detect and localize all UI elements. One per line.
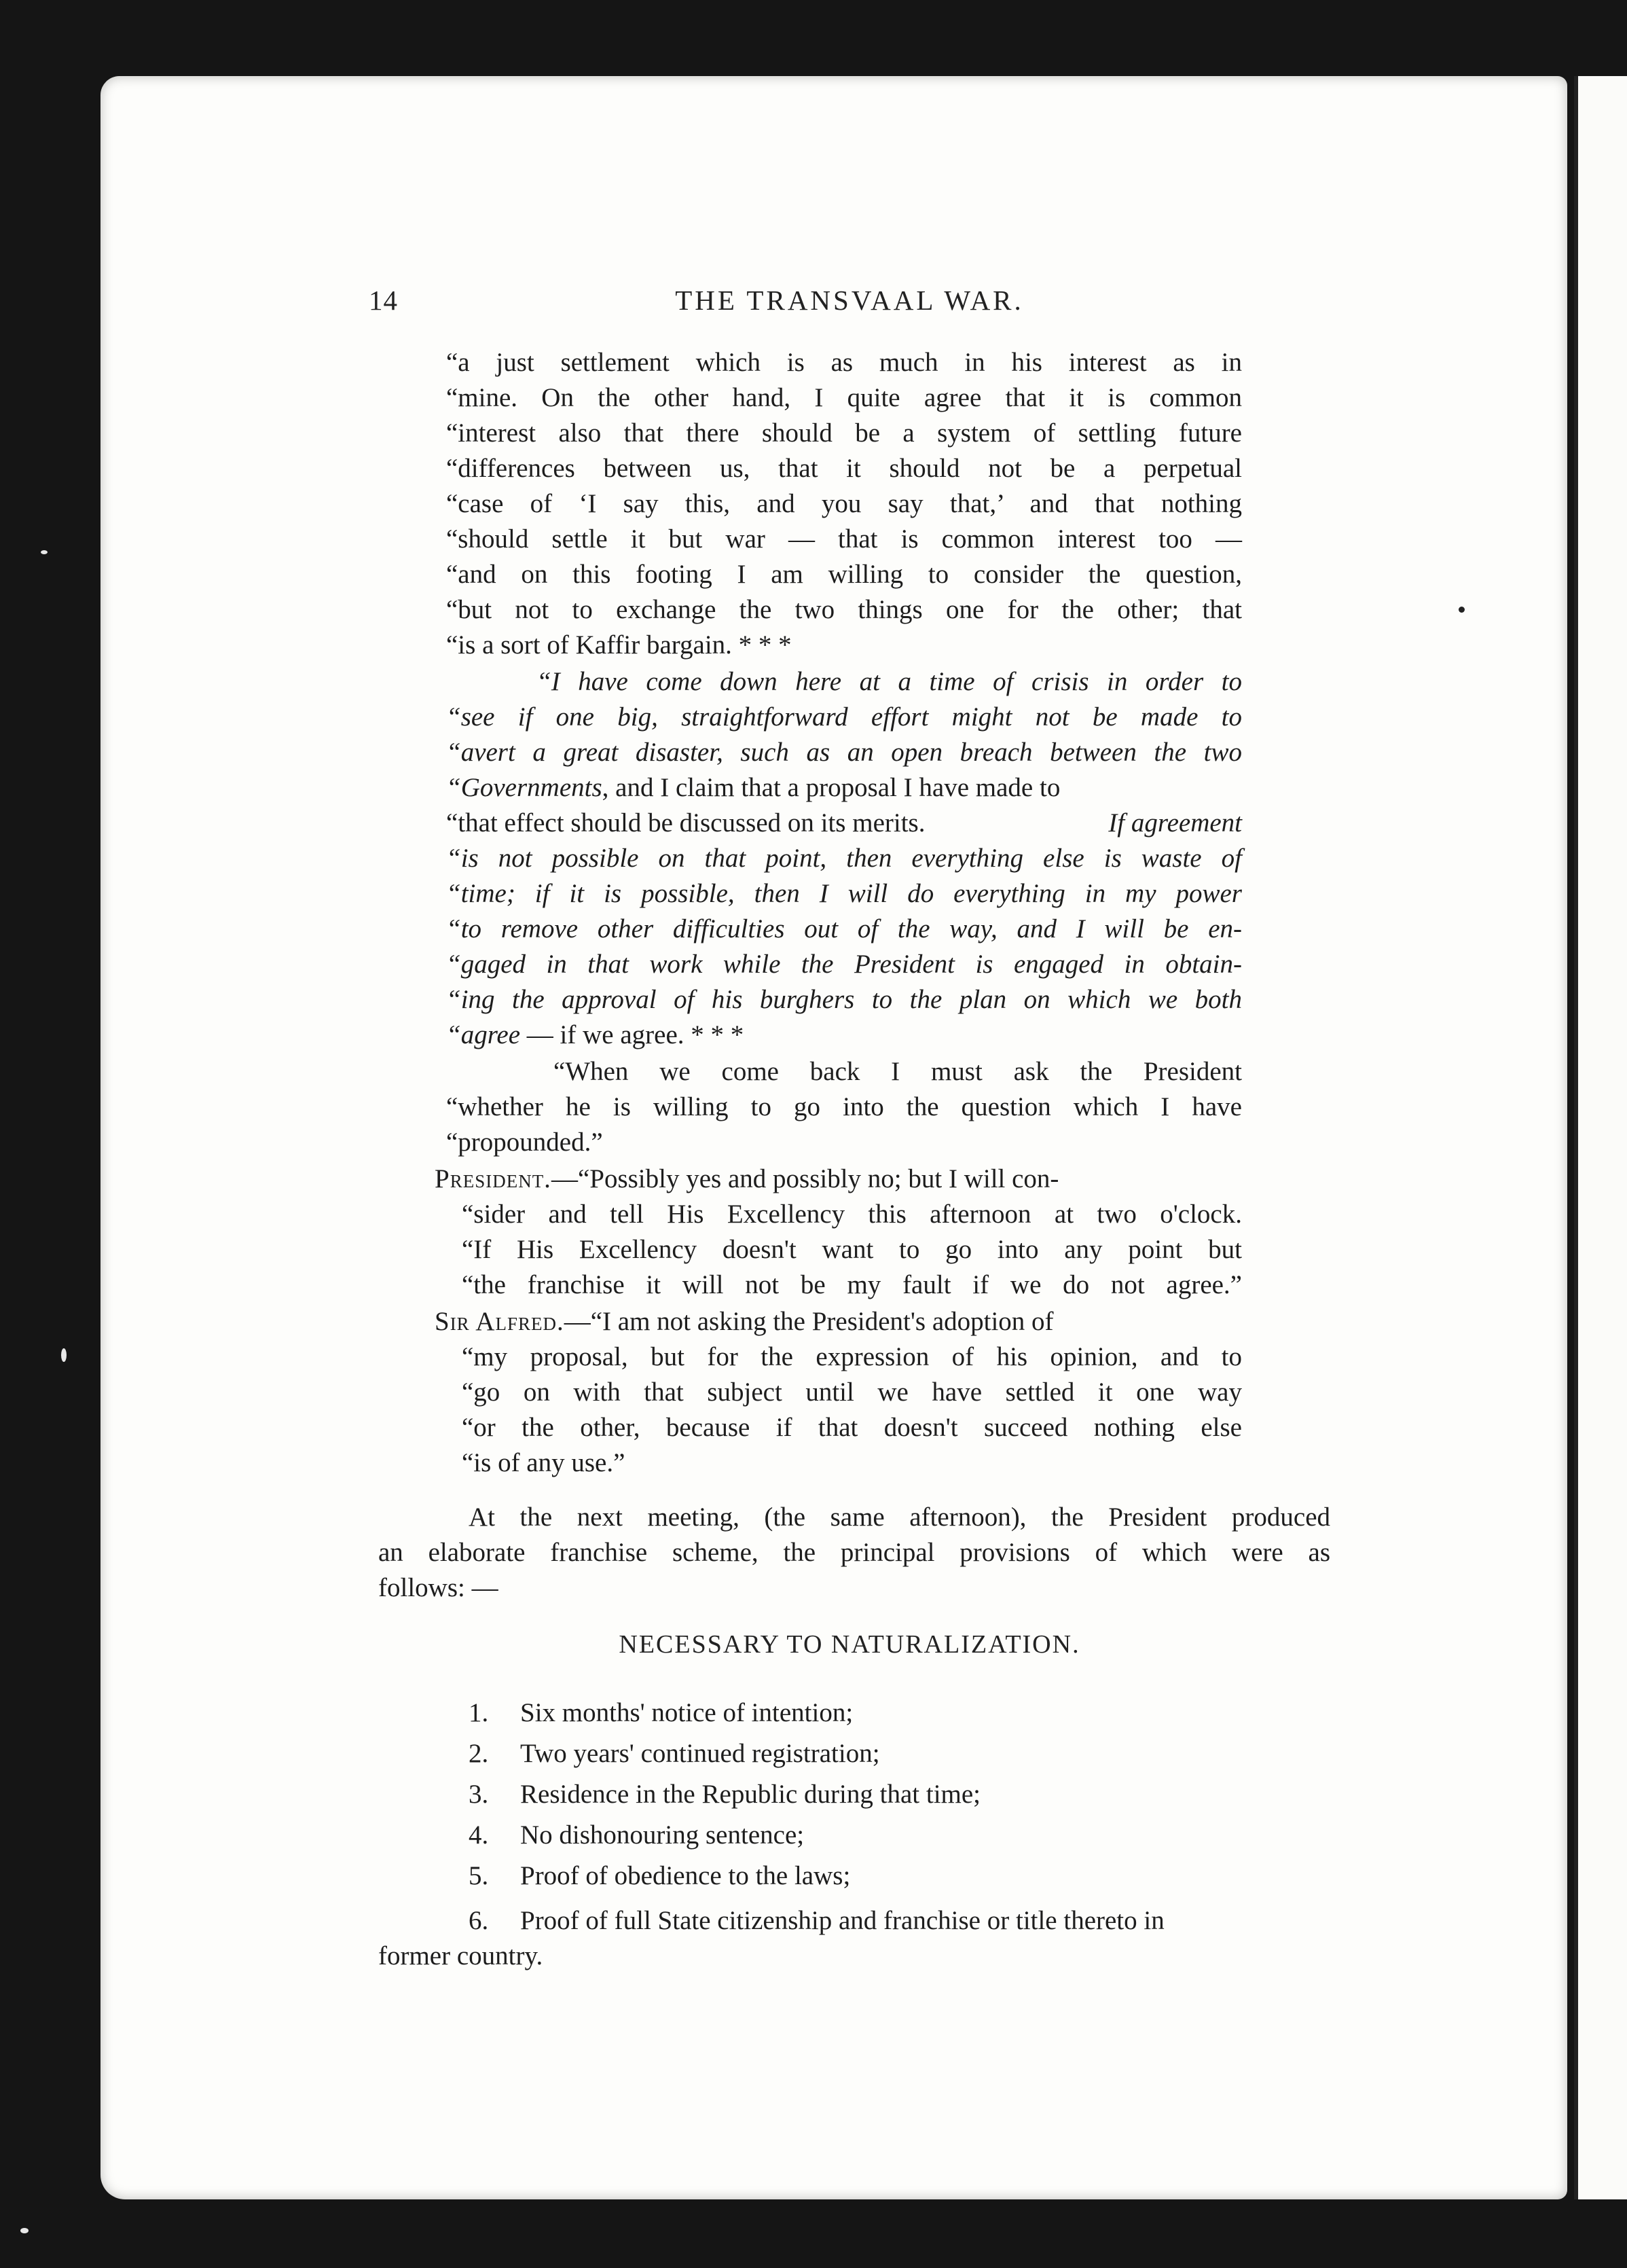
text-line: “is a sort of Kaffir bargain. * * * — [446, 630, 792, 660]
text-line: “should settle it but war — that is common interest too — — [446, 524, 1242, 554]
text-line: “avert a great disaster, such as an open breach between the two — [446, 738, 1242, 767]
text-line: “is of any use.” — [462, 1448, 625, 1477]
text-span: “that effect should be discussed on its merits. — [446, 808, 926, 838]
list-text: Six months' notice of intention; — [520, 1698, 854, 1727]
text-span: —“Possibly yes and possibly no; but I will con- — [551, 1164, 1059, 1193]
speaker-name: Sir Alfred. — [435, 1307, 564, 1336]
text-line: follows: — — [378, 1573, 498, 1602]
text-span: “Governments — [446, 773, 602, 802]
text-line: “ing the approval of his burghers to the plan on which we both — [446, 985, 1242, 1014]
list-item — [469, 1695, 853, 1731]
text-span: “agree — [446, 1020, 521, 1049]
scan-speck — [20, 2228, 29, 2233]
text-line: “but not to exchange the two things one for the other; that — [446, 595, 1242, 624]
text-line: “I have come down here at a time of crisis in order to — [536, 667, 1242, 696]
adjacent-page-edge — [1574, 76, 1627, 2199]
text-line: “or the other, because if that doesn't succeed nothing else — [462, 1413, 1242, 1442]
scan-speck — [61, 1348, 67, 1362]
page-number: 14 — [369, 285, 398, 316]
list-text: Residence in the Republic during that time; — [520, 1780, 981, 1809]
page-header — [369, 284, 1330, 325]
text-line: “propounded.” — [446, 1128, 603, 1157]
scan-speck — [41, 550, 48, 554]
text-line: “a just settlement which is as much in his interest as in — [446, 348, 1242, 377]
text-line: “go on with that subject until we have settled it one way — [462, 1378, 1242, 1407]
text-line: “differences between us, that it should not be a perpetual — [446, 454, 1242, 483]
list-text: Two years' continued registration; — [520, 1739, 880, 1768]
section-heading: NECESSARY TO NATURALIZATION. — [619, 1630, 1080, 1659]
text-line: “is not possible on that point, then everything else is waste of — [446, 844, 1242, 873]
text-line — [446, 806, 1242, 841]
text-line: “to remove other difficulties out of the way, and I will be en- — [446, 914, 1242, 943]
text-line: At the next meeting, (the same afternoon), the President produced — [469, 1502, 1330, 1532]
text-line: “If His Excellency doesn't want to go into any point but — [462, 1235, 1242, 1264]
list-text: No dishonouring sentence; — [520, 1820, 805, 1850]
text-line: former country. — [378, 1941, 543, 1970]
text-line: “and on this footing I am willing to consider the question, — [446, 560, 1242, 589]
text-line — [446, 1018, 744, 1053]
list-item — [469, 1736, 880, 1771]
list-number: 6. — [469, 1906, 489, 1935]
text-line: an elaborate franchise scheme, the principal provisions of which were as — [378, 1538, 1330, 1567]
text-span: — if we agree. * * * — [520, 1020, 744, 1049]
text-line — [435, 1304, 1242, 1339]
scan-speck — [1459, 607, 1465, 613]
text-line: “sider and tell His Excellency this afternoon at two o'clock. — [462, 1200, 1242, 1229]
text-line: “whether he is willing to go into the question which I have — [446, 1092, 1242, 1121]
text-span: , and I claim that a proposal I have made to — [602, 773, 1061, 802]
text-line: “see if one big, straightforward effort might not be made to — [446, 702, 1242, 732]
list-item — [469, 1858, 850, 1894]
text-span: If agreement — [1108, 808, 1242, 838]
list-number: 1. — [469, 1698, 489, 1727]
text-line — [435, 1162, 1242, 1197]
text-line: “case of ‘I say this, and you say that,’ and that nothing — [446, 489, 1242, 518]
running-title: THE TRANSVAAL WAR. — [675, 285, 1024, 316]
text-line: “my proposal, but for the expression of his opinion, and to — [462, 1342, 1242, 1371]
text-line: “interest also that there should be a system of settling future — [446, 418, 1242, 448]
list-item — [469, 1777, 981, 1812]
list-item — [469, 1903, 1330, 1939]
text-line: “time; if it is possible, then I will do everything in my power — [446, 879, 1242, 908]
list-number: 2. — [469, 1739, 489, 1768]
list-text: Proof of obedience to the laws; — [520, 1861, 851, 1890]
list-number: 5. — [469, 1861, 489, 1890]
speaker-name: President. — [435, 1164, 551, 1193]
list-text: Proof of full State citizenship and franchise or title thereto in — [520, 1906, 1165, 1935]
list-number: 3. — [469, 1780, 489, 1809]
list-number: 4. — [469, 1820, 489, 1850]
text-line: “gaged in that work while the President is engaged in obtain- — [446, 950, 1242, 979]
text-line: “the franchise it will not be my fault if we do not agree.” — [462, 1270, 1242, 1299]
list-item — [469, 1818, 804, 1853]
text-line: “When we come back I must ask the President — [553, 1057, 1242, 1086]
text-span: —“I am not asking the President's adoption of — [564, 1307, 1054, 1336]
text-line: “mine. On the other hand, I quite agree that it is common — [446, 383, 1242, 412]
text-line — [446, 770, 1242, 806]
